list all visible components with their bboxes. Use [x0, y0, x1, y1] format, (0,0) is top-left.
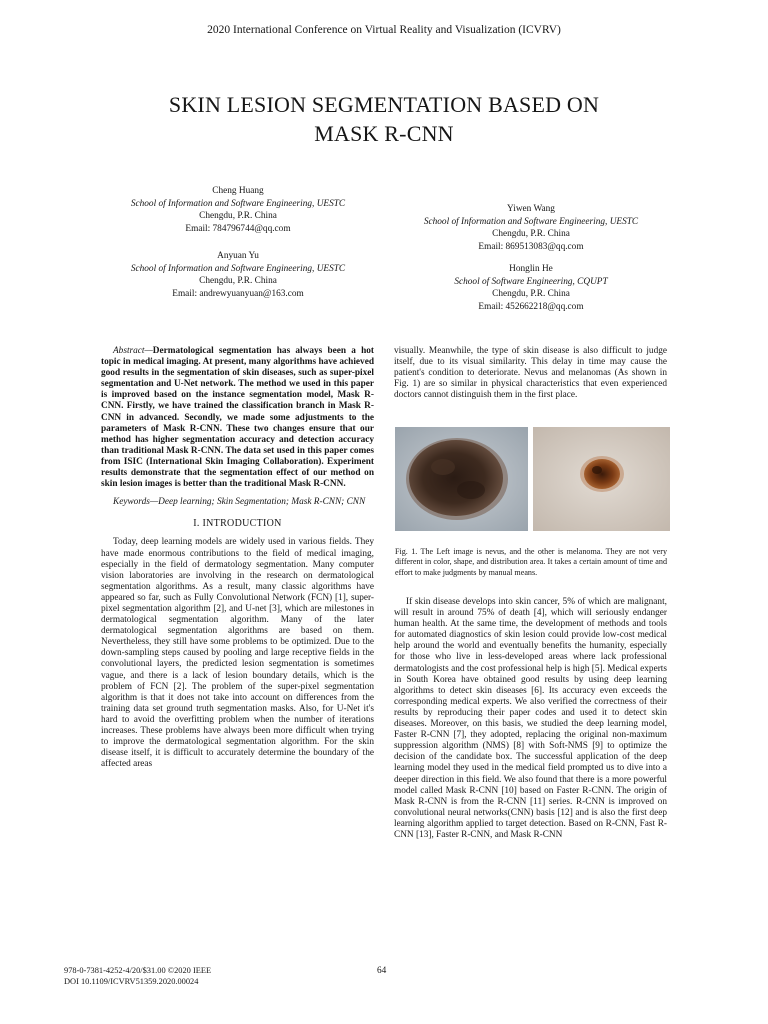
footer-copyright — [64, 966, 211, 987]
author-city: Chengdu, P.R. China — [492, 229, 570, 239]
nevus-image — [395, 427, 528, 531]
author-name: Anyuan Yu — [217, 251, 259, 261]
abstract-label: Abstract— — [113, 346, 153, 356]
section-heading-introduction: I. INTRODUCTION — [193, 518, 282, 530]
abstract — [101, 346, 374, 490]
paper-title — [60, 90, 708, 148]
author-affiliation: School of Information and Software Engineering, UESTC — [423, 216, 639, 227]
author-city: Chengdu, P.R. China — [199, 211, 277, 221]
author-email: Email: 452662218@qq.com — [478, 301, 584, 312]
conference-header: 2020 International Conference on Virtual Reality and Visualization (ICVRV) — [207, 24, 561, 36]
author-city: Chengdu, P.R. China — [199, 276, 277, 286]
abstract-text: Dermatological segmentation has always been a hot topic in medical imaging. At present, many algorithms have achieved good results in the segmentation of skin diseases, such as super-pixel segmentation and U-Net network. The method we used in this paper is improved based on the instance segmentation model, Mask R-CNN. Firstly, we have trained the classification branch in Mask R-CNN in advanced. Secondly, we made some adjustments to the parameters of Mask R-CNN. These two changes ensure that our method has higher segmentation accuracy and detection accuracy than traditional Mask R-CNN. The data set used in this paper comes from ISIC (International Skin Imaging Collaboration). Experiment results demonstrate that the segmentation effect of our method on skin lesion images is better than the traditional Mask R-CNN. — [101, 346, 374, 490]
right-column-body — [394, 597, 667, 841]
page-number: 64 — [377, 966, 387, 976]
author-block-2 — [100, 250, 376, 300]
author-affiliation: School of Information and Software Engineering, UESTC — [130, 198, 346, 209]
author-name: Yiwen Wang — [507, 204, 555, 214]
left-column — [101, 346, 374, 770]
author-block-1 — [100, 185, 376, 235]
author-email: Email: 784796744@qq.com — [185, 223, 291, 234]
continued-paragraph: visually. Meanwhile, the type of skin disease is also difficult to judge itself, due to its visual similarity. This delay in time may cause the patient's condition to deteriorate. Nevus and melanomas (As shown in Fig. 1) are so similar in physical characteristics that even experienced doctors cannot distinguish them in the first place. — [394, 346, 667, 401]
author-block-3 — [393, 203, 669, 253]
author-email: Email: andrewyuanyuan@163.com — [172, 288, 304, 299]
right-column-top — [394, 346, 667, 401]
author-name: Cheng Huang — [212, 186, 264, 196]
figure-1 — [395, 427, 670, 531]
figure-caption: Fig. 1. The Left image is nevus, and the other is melanoma. They are not very different in color, shape, and distribution area. It takes a certain amount of time and effort to make judgments by manual means. — [395, 547, 667, 577]
author-email: Email: 869513083@qq.com — [478, 241, 584, 252]
intro-paragraph: Today, deep learning models are widely used in various fields. They have made enormous contributions to the field of medical imaging, especially in the field of dermatology segmentation. Many computer vision laboratories are involving in the research on dermatological segmentation algorithms. As a result, many classic algorithms have appeared so far, such as Fully Convolutional Network (FCN) [1], super-pixel segmentation algorithm [2], and U-net [3], which are milestones in dermatological segmentation algorithm. Many of the later dermatological segmentation algorithms are based on them. Nevertheless, they still have some problems to be optimized. Due to the down-sampling steps caused by pooling and large receptive fields in the convolutional layers, the predicted lesion segmentation is sometimes vague, and there is a lack of lesion boundary details, which is the problem of FCN [2]. The problem of the super-pixel segmentation algorithm is that it does not take into account on differences from the training data set ground truth segmentation masks. Also, for U-Net it's hard to avoid the overfitting problem when the number of iterations increases. These problems have always been more difficult when trying to improve the dermatological segmentation algorithm. For the skin disease itself, it is difficult to accurately determine the boundary of the affected areas — [101, 537, 374, 770]
author-affiliation: School of Information and Software Engineering, UESTC — [130, 263, 346, 274]
melanoma-image — [533, 427, 670, 531]
body-paragraph: If skin disease develops into skin cancer, 5% of which are malignant, will result in around 75% of death [4], which will seriously endanger human health. At the same time, the development of methods and tools for automated diagnostics of skin lesion could provide low-cost medical help around the world and eventually benefits the humanity, especially for those who live in less-developed areas where lack professional dermatologists and the cost professional help is high [5]. Medical experts in South Korea have obtained good results by using deep learning algorithms to detect skin diseases [6]. Its accuracy even exceeds the corresponding medical experts. We also verified the correctness of their results by reproducing their paper codes and used it to detect skin diseases. Moreover, on this basis, we studied the deep learning model, Faster R-CNN [7], they adopted, replacing the original non-maximum suppression algorithm (NMS) [8] with Soft-NMS [9] to optimize the decision of the candidate box. The successful application of the deep learning model they used in the medical field prompted us to dive into a deeper direction in this field. We also found that there is a more powerful model called Mask R-CNN [10] based on Faster R-CNN. The origin of Mask R-CNN is from the R-CNN [11] series. R-CNN is improved on convolutional neural networks(CNN) basis [12] and is also the first deep learning algorithm applied to target detection. Based on R-CNN, Fast R-CNN [13], Faster R-CNN, and Mask R-CNN — [394, 597, 667, 840]
author-affiliation: School of Software Engineering, CQUPT — [454, 276, 608, 287]
keywords: Keywords—Deep learning; Skin Segmentation; Mask R-CNN; CNN — [113, 497, 366, 508]
author-city: Chengdu, P.R. China — [492, 289, 570, 299]
title-line-1: SKIN LESION SEGMENTATION BASED ON — [168, 92, 600, 117]
footer-isbn: 978-0-7381-4252-4/20/$31.00 ©2020 IEEE — [64, 966, 212, 975]
author-name: Honglin He — [509, 264, 553, 274]
title-line-2: MASK R-CNN — [314, 121, 454, 146]
author-block-4 — [393, 263, 669, 313]
footer-doi: DOI 10.1109/ICVRV51359.2020.00024 — [64, 976, 199, 986]
